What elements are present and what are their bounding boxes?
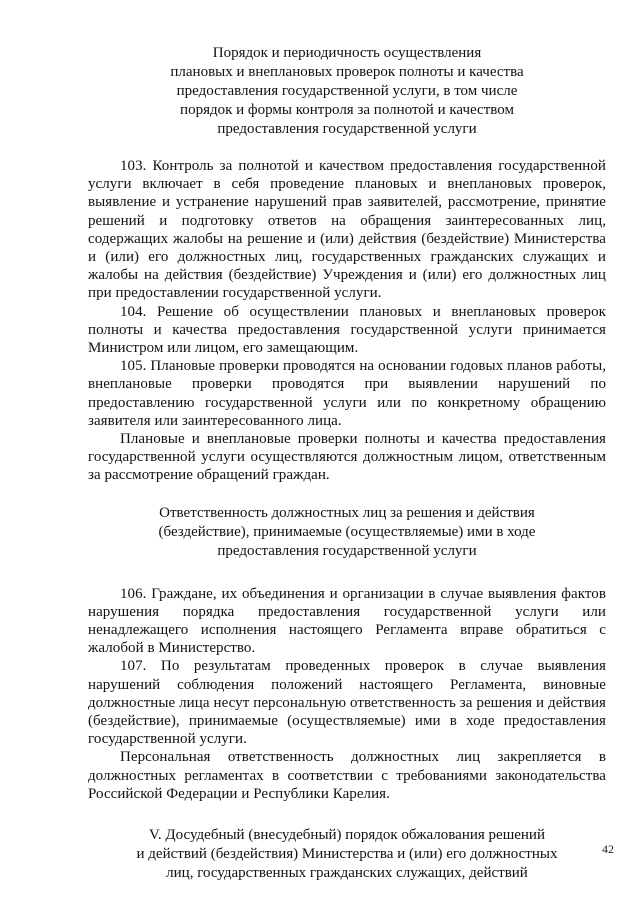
page-number: 42 bbox=[602, 842, 614, 856]
heading-line: порядок и формы контроля за полнотой и качеством bbox=[180, 102, 514, 118]
heading-line: (бездействие), принимаемые (осуществляемые) ими в ходе bbox=[158, 523, 536, 540]
paragraph-105: 105. Плановые проверки проводятся на основании годовых планов работы, внеплановые проверки проводятся при выявлении нарушений по предоставлению государственной услуги или по конкретному обращению заявителя или заинтересованного лица. bbox=[88, 358, 606, 429]
paragraph-106: 106. Граждане, их объединения и организации в случае выявления фактов нарушения порядка предоставления государственной услуги или ненадлежащего исполнения настоящего Регламента вправе обратиться с жалобой в Министерство. bbox=[88, 585, 606, 657]
paragraph-inspections-responsible: Плановые и внеплановые проверки полноты и качества предоставления государственной услуги осуществляются должностным лицом, ответственным за рассмотрение обращений граждан. bbox=[88, 431, 606, 484]
heading-line: V. Досудебный (внесудебный) порядок обжалования решений bbox=[149, 827, 545, 844]
heading-line: предоставления государственной услуги, в том числе bbox=[176, 83, 518, 99]
heading-line: предоставления государственной услуги bbox=[217, 121, 477, 137]
heading-line: предоставления государственной услуги bbox=[217, 542, 477, 559]
document-page bbox=[88, 44, 606, 883]
heading-line: плановых и внеплановых проверок полноты и качества bbox=[170, 64, 524, 80]
paragraph-103: 103. Контроль за полнотой и качеством предоставления государственной услуги включает в себя проведение плановых и внеплановых проверок, выявление и устранение нарушений прав заявителей, рассмотрение, принятие решений и подготовку ответов на обращения заинтересованных лиц, содержащих жалобы на решение и (или) действия (бездействие) Министерства и (или) его должностных лиц, государственных гражданских служащих и жалобы на действия (бездействие) Учреждения и (или) его должностных лиц при предоставлении государственной услуги. bbox=[88, 158, 606, 302]
paragraph-personal-responsibility: Персональная ответственность должностных лиц закрепляется в должностных регламентах в соответствии с требованиями законодательства Российской Федерации и Республики Карелия. bbox=[88, 749, 606, 802]
heading-line: Порядок и периодичность осуществления bbox=[212, 45, 482, 61]
section-heading-inspections bbox=[88, 44, 606, 139]
heading-line: лиц, государственных гражданских служащих, действий bbox=[166, 865, 528, 882]
heading-line: и действий (бездействия) Министерства и (или) его должностных bbox=[136, 846, 558, 863]
paragraph-104: 104. Решение об осуществлении плановых и внеплановых проверок полноты и качества предоставления государственной услуги принимается Министром или лицом, его замещающим. bbox=[88, 303, 606, 357]
section-heading-appeal bbox=[88, 826, 606, 883]
heading-line: Ответственность должностных лиц за решения и действия bbox=[159, 504, 535, 521]
section-heading-responsibility bbox=[88, 504, 606, 561]
paragraph-107: 107. По результатам проведенных проверок в случае выявления нарушений соблюдения положений настоящего Регламента, виновные должностные лица несут персональную ответственность за решения и действия (бездействие), принимаемые (осуществляемые) ими в ходе предоставления государственной услуги. bbox=[88, 658, 606, 748]
